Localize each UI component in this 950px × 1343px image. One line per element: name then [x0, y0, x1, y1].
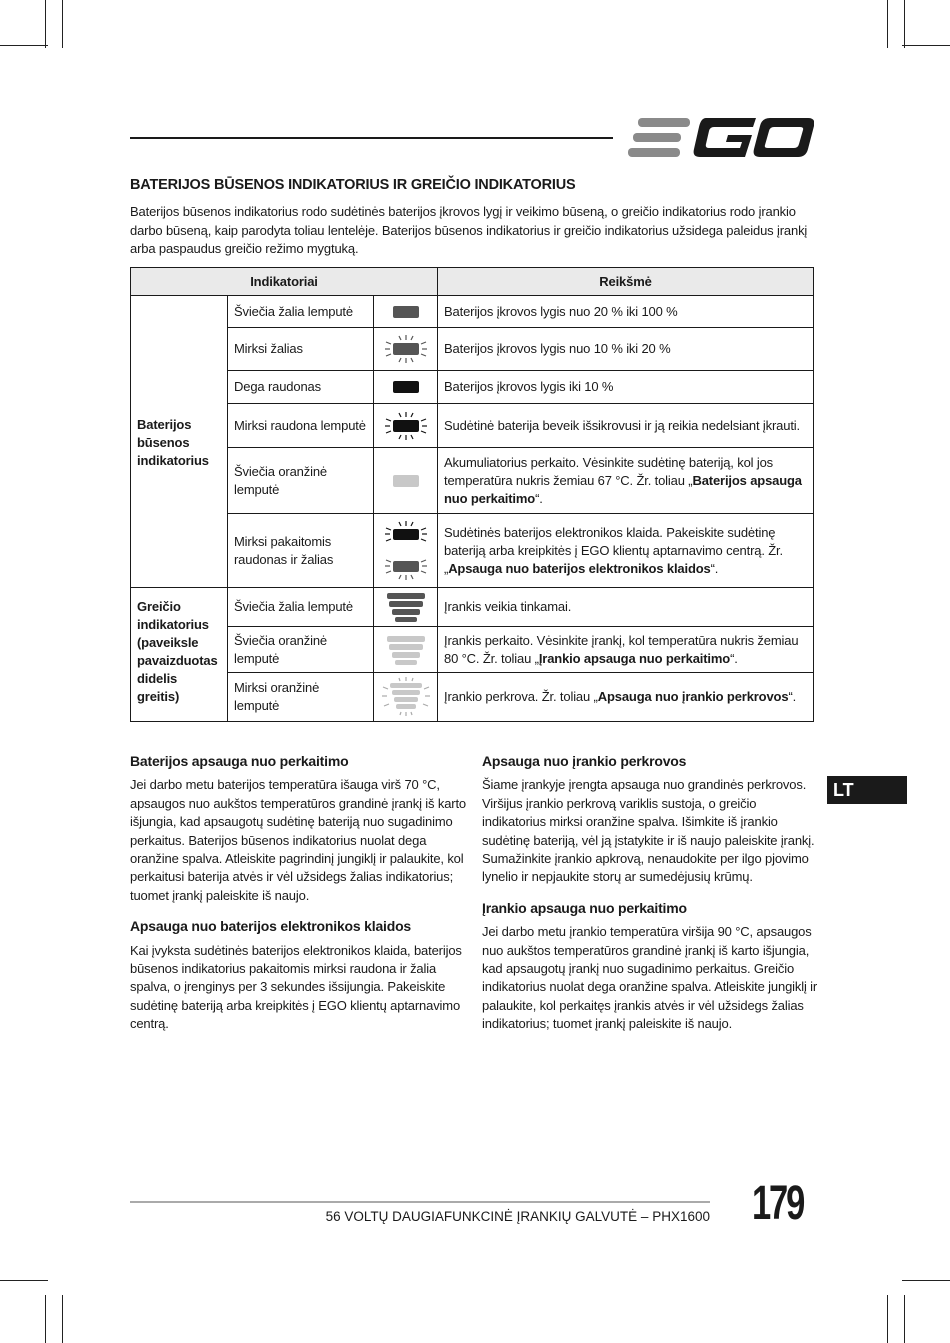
battery-alternating-red-green-icon [374, 514, 438, 588]
meaning-text: Įrankio perkrova. Žr. toliau „Apsauga nuo įrankio perkrovos“. [438, 673, 814, 722]
right-column [482, 752, 818, 1046]
state-label: Šviečia oranžinė lemputė [228, 448, 374, 514]
table-row [131, 328, 814, 371]
crop-mark [904, 1295, 905, 1343]
crop-mark [0, 45, 48, 46]
crop-mark [45, 0, 46, 48]
speed-blinking-orange-icon [374, 673, 438, 722]
crop-mark [887, 1295, 888, 1343]
meaning-text: Akumuliatorius perkaito. Vėsinkite sudėtinę bateriją, kol jos temperatūra nukris žemiau 67 °C. Žr. toliau „Baterijos apsauga nuo perkaitimo“. [438, 448, 814, 514]
battery-electronics-heading: Apsauga nuo baterijos elektronikos klaidos [130, 918, 412, 935]
table-row [131, 673, 814, 722]
meaning-text: Įrankis veikia tinkamai. [438, 588, 814, 627]
crop-mark [62, 1295, 63, 1343]
battery-blinking-red-icon [374, 404, 438, 448]
crop-mark [902, 45, 950, 46]
indicator-table [130, 267, 814, 722]
crop-mark [902, 1280, 950, 1281]
ego-logo [628, 116, 814, 160]
header-rule [130, 137, 613, 139]
state-label: Mirksi pakaitomis raudonas ir žalias [228, 514, 374, 588]
crop-mark [62, 0, 63, 48]
state-label: Mirksi oranžinė lemputė [228, 673, 374, 722]
state-label: Šviečia žalia lemputė [228, 588, 374, 627]
state-label: Šviečia žalia lemputė [228, 296, 374, 328]
state-label: Mirksi raudona lemputė [228, 404, 374, 448]
table-row [131, 514, 814, 588]
crop-mark [887, 0, 888, 48]
tool-overload-heading: Apsauga nuo įrankio perkrovos [482, 753, 687, 769]
page-number: 179 [752, 1177, 804, 1230]
table-row [131, 371, 814, 404]
meaning-text: Įrankis perkaito. Vėsinkite įrankį, kol temperatūra nukris žemiau 80 °C. Žr. toliau „Įrankio apsauga nuo perkaitimo“. [438, 627, 814, 673]
battery-electronics-text: Kai įvyksta sudėtinės baterijos elektronikos klaida, baterijos būsenos indikatorius pakaitomis mirksi raudona ir žalia spalva, o įrenginys per 3 sekundes išsijungia. Pakeiskite sudėtinę bateriją arba kreipkitės į EGO klientų aptarnavimo centrą. [130, 942, 462, 1032]
battery-group-label: Baterijos būsenos indikatorius [131, 296, 228, 588]
battery-blinking-green-icon [374, 328, 438, 371]
crop-mark [45, 1295, 46, 1343]
language-badge: LT [827, 776, 907, 804]
footer-rule [130, 1201, 710, 1203]
table-row [131, 296, 814, 328]
battery-overheat-text: Jei darbo metu baterijos temperatūra išauga virš 70 °C, apsaugos nuo aukštos temperatūros grandinė įrankį iš karto išjungia, kad apsaugotų sudėtinę bateriją nuo sugadinimo perkaitus. Baterijos būsenos indikatorius nuolat dega oranžine spalva. Atleiskite pagrindinį jungiklį ir palaukite, kol perkaitusi baterija atvės ir vėl užsidegs žalias indikatorius; tuomet įrankį paleiskite iš naujo. [130, 777, 466, 903]
battery-solid-green-icon [374, 296, 438, 328]
speed-solid-green-icon [374, 588, 438, 627]
table-row [131, 404, 814, 448]
tool-overheat-text: Jei darbo metu įrankio temperatūra viršija 90 °C, apsaugos nuo aukštos temperatūros grandinė įrankį iš karto išjungia, kad apsaugotų įrankį nuo sugadinimo perkaitus. Greičio indikatorius nuolat dega oranžine spalva. Atleiskite jungiklį ir palaukite, kol perkaitęs įrankis atvės ir vėl užsidegs žalias indikatorius; tuomet įrankį paleiskite iš naujo. [482, 924, 818, 1032]
meaning-text: Baterijos įkrovos lygis nuo 10 % iki 20 % [438, 328, 814, 371]
footer-text: 56 VOLTŲ DAUGIAFUNKCINĖ ĮRANKIŲ GALVUTĖ – PHX1600 [325, 1209, 710, 1224]
crop-mark [904, 0, 905, 48]
state-label: Dega raudonas [228, 371, 374, 404]
state-label: Šviečia oranžinė lemputė [228, 627, 374, 673]
table-row [131, 588, 814, 627]
meaning-text: Sudėtinė baterija beveik išsikrovusi ir ją reikia nedelsiant įkrauti. [438, 404, 814, 448]
battery-solid-orange-icon [374, 448, 438, 514]
speed-group-label: Greičio indikatorius (paveiksle pavaizduotas didelis greitis) [131, 588, 228, 722]
meaning-text: Sudėtinės baterijos elektronikos klaida. Pakeiskite sudėtinę bateriją arba kreipkitės į EGO klientų aptarnavimo centrą. Žr. „Apsauga nuo baterijos elektronikos klaidos“. [438, 514, 814, 588]
tool-overload-text: Šiame įrankyje įrengta apsauga nuo grandinės perkrovos. Viršijus įrankio perkrovą variklis sustoja, o greičio indikatorius mirksi oranžine spalva. Išimkite iš įrankio sudėtinę bateriją, vėl ją įstatykite ir iš naujo paleiskite įrankį. Sumažinkite įrankio apkrovą, nenaudokite per ilgo pjovimo lynelio ir nepjaukite storų ar sumedėjusių krūmų. [482, 777, 815, 885]
table-row [131, 448, 814, 514]
speed-solid-orange-icon [374, 627, 438, 673]
battery-overheat-heading: Baterijos apsauga nuo perkaitimo [130, 753, 349, 769]
intro-paragraph: Baterijos būsenos indikatorius rodo sudėtinės baterijos įkrovos lygį ir veikimo būseną, o greičio indikatorius rodo įrankio darbo būseną, kaip parodyta toliau lentelėje. Baterijos būsenos indikatorius ir greičio indikatorius užsidega paleidus įrankį arba paspaudus greičio režimo mygtuką. [130, 204, 808, 256]
section-title: BATERIJOS BŪSENOS INDIKATORIUS IR GREIČIO INDIKATORIUS [130, 177, 576, 193]
table-row [131, 627, 814, 673]
table-header-indicators: Indikatoriai [131, 268, 438, 296]
table-header-meaning: Reikšmė [438, 268, 814, 296]
meaning-text: Baterijos įkrovos lygis nuo 20 % iki 100 % [438, 296, 814, 328]
state-label: Mirksi žalias [228, 328, 374, 371]
tool-overheat-heading: Įrankio apsauga nuo perkaitimo [482, 899, 687, 916]
meaning-text: Baterijos įkrovos lygis iki 10 % [438, 371, 814, 404]
left-column [130, 752, 466, 1046]
battery-solid-red-icon [374, 371, 438, 404]
crop-mark [0, 1280, 48, 1281]
